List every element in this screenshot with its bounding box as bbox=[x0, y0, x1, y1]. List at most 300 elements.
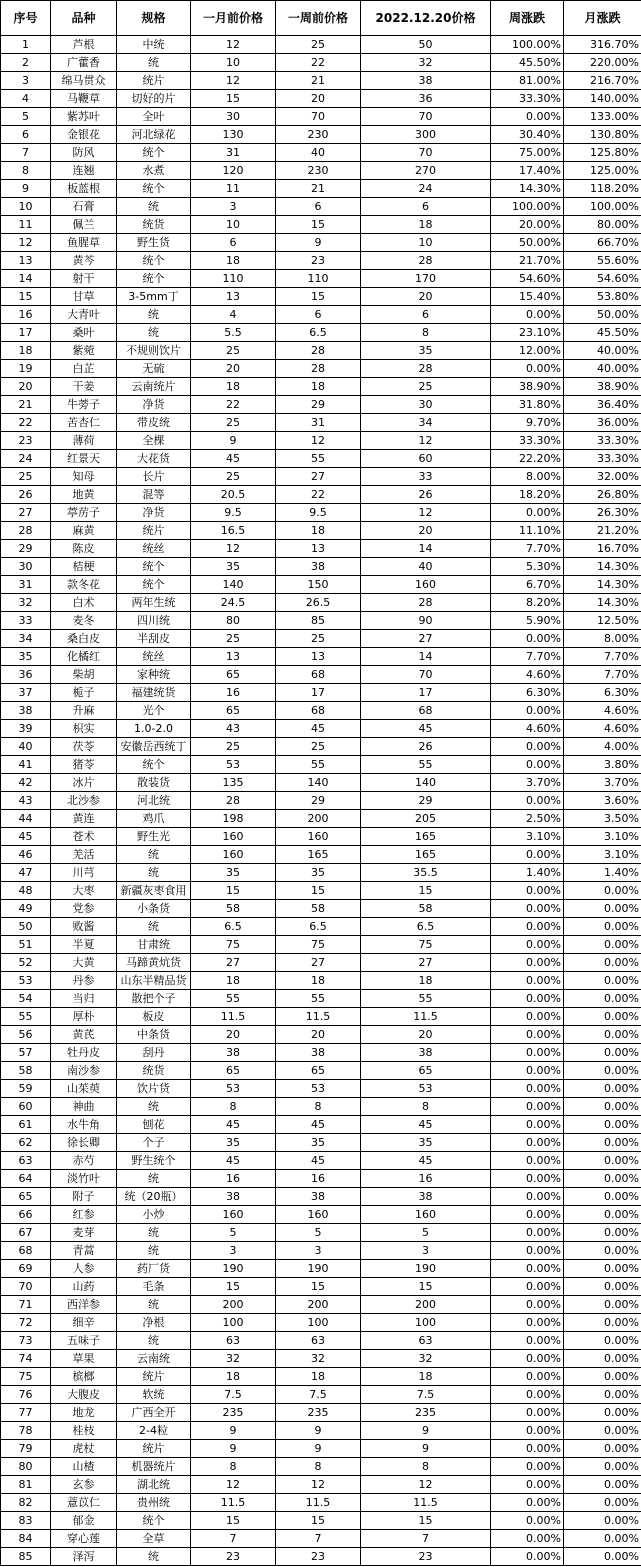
cell-price-current: 68 bbox=[361, 702, 491, 720]
cell-variety: 羌活 bbox=[51, 846, 117, 864]
cell-month-change: 54.60% bbox=[564, 270, 641, 288]
cell-week-change: 0.00% bbox=[491, 1350, 564, 1368]
cell-variety: 佩兰 bbox=[51, 216, 117, 234]
cell-price-current: 35 bbox=[361, 342, 491, 360]
cell-variety: 徐长卿 bbox=[51, 1134, 117, 1152]
cell-spec: 光个 bbox=[117, 702, 191, 720]
cell-price-current: 6 bbox=[361, 306, 491, 324]
cell-price-current: 63 bbox=[361, 1332, 491, 1350]
cell-price-month-ago: 45 bbox=[191, 1152, 276, 1170]
cell-variety: 升麻 bbox=[51, 702, 117, 720]
cell-price-month-ago: 7.5 bbox=[191, 1386, 276, 1404]
table-row bbox=[1, 1224, 641, 1242]
cell-index: 74 bbox=[1, 1350, 51, 1368]
cell-spec: 统个 bbox=[117, 252, 191, 270]
cell-price-current: 7 bbox=[361, 1530, 491, 1548]
cell-price-month-ago: 10 bbox=[191, 54, 276, 72]
cell-price-current: 12 bbox=[361, 504, 491, 522]
cell-spec: 中条货 bbox=[117, 1026, 191, 1044]
cell-index: 77 bbox=[1, 1404, 51, 1422]
cell-price-week-ago: 9.5 bbox=[276, 504, 361, 522]
cell-month-change: 14.30% bbox=[564, 576, 641, 594]
cell-month-change: 0.00% bbox=[564, 1368, 641, 1386]
cell-price-week-ago: 45 bbox=[276, 720, 361, 738]
table-row bbox=[1, 666, 641, 684]
cell-week-change: 0.00% bbox=[491, 1098, 564, 1116]
cell-price-week-ago: 9 bbox=[276, 1440, 361, 1458]
cell-spec: 净货 bbox=[117, 504, 191, 522]
table-row bbox=[1, 1530, 641, 1548]
cell-month-change: 4.60% bbox=[564, 720, 641, 738]
cell-spec: 统片 bbox=[117, 1368, 191, 1386]
cell-price-current: 17 bbox=[361, 684, 491, 702]
cell-price-week-ago: 45 bbox=[276, 1116, 361, 1134]
cell-price-current: 25 bbox=[361, 378, 491, 396]
cell-price-current: 26 bbox=[361, 738, 491, 756]
cell-spec: 统 bbox=[117, 918, 191, 936]
cell-index: 81 bbox=[1, 1476, 51, 1494]
cell-week-change: 6.30% bbox=[491, 684, 564, 702]
cell-month-change: 33.30% bbox=[564, 450, 641, 468]
cell-price-month-ago: 15 bbox=[191, 1512, 276, 1530]
cell-index: 79 bbox=[1, 1440, 51, 1458]
cell-variety: 地黄 bbox=[51, 486, 117, 504]
cell-month-change: 0.00% bbox=[564, 1242, 641, 1260]
cell-spec: 散把个子 bbox=[117, 990, 191, 1008]
cell-spec: 统个 bbox=[117, 270, 191, 288]
cell-price-current: 11.5 bbox=[361, 1494, 491, 1512]
cell-variety: 地龙 bbox=[51, 1404, 117, 1422]
cell-month-change: 0.00% bbox=[564, 1224, 641, 1242]
cell-week-change: 0.00% bbox=[491, 1314, 564, 1332]
cell-week-change: 45.50% bbox=[491, 54, 564, 72]
table-row bbox=[1, 306, 641, 324]
cell-week-change: 0.00% bbox=[491, 1188, 564, 1206]
cell-price-week-ago: 150 bbox=[276, 576, 361, 594]
cell-variety: 青蒿 bbox=[51, 1242, 117, 1260]
cell-week-change: 75.00% bbox=[491, 144, 564, 162]
cell-spec: 家种统 bbox=[117, 666, 191, 684]
cell-variety: 款冬花 bbox=[51, 576, 117, 594]
cell-price-month-ago: 58 bbox=[191, 900, 276, 918]
cell-price-week-ago: 23 bbox=[276, 1548, 361, 1566]
cell-variety: 知母 bbox=[51, 468, 117, 486]
cell-spec: 混等 bbox=[117, 486, 191, 504]
cell-spec: 全棵 bbox=[117, 432, 191, 450]
cell-week-change: 0.00% bbox=[491, 1530, 564, 1548]
cell-spec: 长片 bbox=[117, 468, 191, 486]
cell-price-month-ago: 9 bbox=[191, 432, 276, 450]
cell-price-week-ago: 15 bbox=[276, 1278, 361, 1296]
table-row bbox=[1, 54, 641, 72]
cell-price-current: 27 bbox=[361, 630, 491, 648]
table-row bbox=[1, 702, 641, 720]
table-row bbox=[1, 990, 641, 1008]
cell-spec: 不规则饮片 bbox=[117, 342, 191, 360]
cell-variety: 郁金 bbox=[51, 1512, 117, 1530]
cell-variety: 绵马贯众 bbox=[51, 72, 117, 90]
cell-index: 40 bbox=[1, 738, 51, 756]
cell-month-change: 0.00% bbox=[564, 1404, 641, 1422]
cell-price-week-ago: 31 bbox=[276, 414, 361, 432]
cell-price-current: 70 bbox=[361, 108, 491, 126]
cell-week-change: 0.00% bbox=[491, 900, 564, 918]
cell-spec: 2-4粒 bbox=[117, 1422, 191, 1440]
cell-month-change: 118.20% bbox=[564, 180, 641, 198]
cell-variety: 红参 bbox=[51, 1206, 117, 1224]
cell-month-change: 100.00% bbox=[564, 198, 641, 216]
cell-variety: 红景天 bbox=[51, 450, 117, 468]
cell-price-month-ago: 23 bbox=[191, 1548, 276, 1566]
cell-price-week-ago: 22 bbox=[276, 54, 361, 72]
cell-month-change: 0.00% bbox=[564, 1314, 641, 1332]
table-row bbox=[1, 342, 641, 360]
cell-price-week-ago: 13 bbox=[276, 540, 361, 558]
cell-price-month-ago: 5 bbox=[191, 1224, 276, 1242]
cell-index: 68 bbox=[1, 1242, 51, 1260]
cell-week-change: 0.00% bbox=[491, 1296, 564, 1314]
cell-month-change: 220.00% bbox=[564, 54, 641, 72]
cell-week-change: 23.10% bbox=[491, 324, 564, 342]
cell-index: 43 bbox=[1, 792, 51, 810]
cell-price-current: 15 bbox=[361, 1512, 491, 1530]
cell-month-change: 7.70% bbox=[564, 666, 641, 684]
cell-month-change: 0.00% bbox=[564, 1278, 641, 1296]
cell-variety: 桂枝 bbox=[51, 1422, 117, 1440]
table-row bbox=[1, 1026, 641, 1044]
cell-week-change: 0.00% bbox=[491, 1008, 564, 1026]
cell-index: 42 bbox=[1, 774, 51, 792]
table-row bbox=[1, 954, 641, 972]
table-row bbox=[1, 1296, 641, 1314]
cell-price-week-ago: 18 bbox=[276, 972, 361, 990]
table-row bbox=[1, 540, 641, 558]
cell-variety: 桑白皮 bbox=[51, 630, 117, 648]
cell-index: 3 bbox=[1, 72, 51, 90]
cell-price-month-ago: 63 bbox=[191, 1332, 276, 1350]
cell-index: 9 bbox=[1, 180, 51, 198]
cell-price-current: 36 bbox=[361, 90, 491, 108]
cell-variety: 泽泻 bbox=[51, 1548, 117, 1566]
cell-index: 38 bbox=[1, 702, 51, 720]
cell-index: 56 bbox=[1, 1026, 51, 1044]
cell-month-change: 14.30% bbox=[564, 594, 641, 612]
cell-price-current: 26 bbox=[361, 486, 491, 504]
cell-week-change: 18.20% bbox=[491, 486, 564, 504]
table-row bbox=[1, 144, 641, 162]
table-row bbox=[1, 684, 641, 702]
cell-price-current: 35 bbox=[361, 1134, 491, 1152]
table-row bbox=[1, 936, 641, 954]
table-row bbox=[1, 1188, 641, 1206]
cell-week-change: 0.00% bbox=[491, 1458, 564, 1476]
cell-price-current: 190 bbox=[361, 1260, 491, 1278]
table-row bbox=[1, 1494, 641, 1512]
cell-price-week-ago: 85 bbox=[276, 612, 361, 630]
cell-spec: 统个 bbox=[117, 1512, 191, 1530]
cell-price-week-ago: 55 bbox=[276, 756, 361, 774]
cell-index: 8 bbox=[1, 162, 51, 180]
cell-index: 61 bbox=[1, 1116, 51, 1134]
cell-price-week-ago: 7 bbox=[276, 1530, 361, 1548]
cell-price-current: 75 bbox=[361, 936, 491, 954]
cell-month-change: 0.00% bbox=[564, 1080, 641, 1098]
cell-spec: 统货 bbox=[117, 1062, 191, 1080]
table-row bbox=[1, 1044, 641, 1062]
cell-price-current: 29 bbox=[361, 792, 491, 810]
cell-month-change: 0.00% bbox=[564, 1530, 641, 1548]
cell-week-change: 14.30% bbox=[491, 180, 564, 198]
cell-week-change: 21.70% bbox=[491, 252, 564, 270]
table-row bbox=[1, 594, 641, 612]
cell-price-current: 50 bbox=[361, 36, 491, 54]
cell-price-current: 205 bbox=[361, 810, 491, 828]
cell-variety: 半夏 bbox=[51, 936, 117, 954]
cell-spec: 湖北统 bbox=[117, 1476, 191, 1494]
table-row bbox=[1, 612, 641, 630]
cell-price-week-ago: 18 bbox=[276, 522, 361, 540]
cell-price-month-ago: 110 bbox=[191, 270, 276, 288]
cell-month-change: 3.70% bbox=[564, 774, 641, 792]
cell-index: 60 bbox=[1, 1098, 51, 1116]
cell-price-current: 14 bbox=[361, 540, 491, 558]
cell-price-current: 45 bbox=[361, 1152, 491, 1170]
cell-week-change: 0.00% bbox=[491, 1152, 564, 1170]
cell-week-change: 0.00% bbox=[491, 1368, 564, 1386]
cell-price-week-ago: 9 bbox=[276, 1422, 361, 1440]
cell-price-week-ago: 17 bbox=[276, 684, 361, 702]
cell-price-week-ago: 28 bbox=[276, 342, 361, 360]
cell-index: 62 bbox=[1, 1134, 51, 1152]
cell-spec: 刨花 bbox=[117, 1116, 191, 1134]
cell-price-month-ago: 38 bbox=[191, 1188, 276, 1206]
cell-price-week-ago: 15 bbox=[276, 882, 361, 900]
cell-variety: 桑叶 bbox=[51, 324, 117, 342]
table-row bbox=[1, 972, 641, 990]
cell-month-change: 32.00% bbox=[564, 468, 641, 486]
cell-month-change: 6.30% bbox=[564, 684, 641, 702]
table-row bbox=[1, 198, 641, 216]
cell-variety: 玄参 bbox=[51, 1476, 117, 1494]
cell-price-current: 65 bbox=[361, 1062, 491, 1080]
cell-spec: 全叶 bbox=[117, 108, 191, 126]
cell-price-month-ago: 9 bbox=[191, 1440, 276, 1458]
cell-month-change: 0.00% bbox=[564, 972, 641, 990]
cell-week-change: 8.20% bbox=[491, 594, 564, 612]
cell-price-month-ago: 4 bbox=[191, 306, 276, 324]
cell-price-month-ago: 32 bbox=[191, 1350, 276, 1368]
cell-price-month-ago: 15 bbox=[191, 1278, 276, 1296]
cell-index: 66 bbox=[1, 1206, 51, 1224]
table-row bbox=[1, 1170, 641, 1188]
cell-price-week-ago: 40 bbox=[276, 144, 361, 162]
cell-price-month-ago: 140 bbox=[191, 576, 276, 594]
table-row bbox=[1, 1404, 641, 1422]
table-row bbox=[1, 846, 641, 864]
cell-price-month-ago: 8 bbox=[191, 1098, 276, 1116]
cell-index: 78 bbox=[1, 1422, 51, 1440]
cell-price-week-ago: 200 bbox=[276, 1296, 361, 1314]
cell-price-month-ago: 9 bbox=[191, 1422, 276, 1440]
cell-index: 49 bbox=[1, 900, 51, 918]
cell-month-change: 3.10% bbox=[564, 846, 641, 864]
cell-week-change: 0.00% bbox=[491, 1332, 564, 1350]
cell-month-change: 33.30% bbox=[564, 432, 641, 450]
cell-variety: 紫苏叶 bbox=[51, 108, 117, 126]
cell-variety: 陈皮 bbox=[51, 540, 117, 558]
table-row bbox=[1, 216, 641, 234]
cell-variety: 五味子 bbox=[51, 1332, 117, 1350]
cell-variety: 槟榔 bbox=[51, 1368, 117, 1386]
cell-index: 55 bbox=[1, 1008, 51, 1026]
cell-variety: 当归 bbox=[51, 990, 117, 1008]
cell-price-week-ago: 8 bbox=[276, 1458, 361, 1476]
cell-variety: 枳实 bbox=[51, 720, 117, 738]
table-row bbox=[1, 882, 641, 900]
cell-price-current: 70 bbox=[361, 666, 491, 684]
cell-month-change: 125.80% bbox=[564, 144, 641, 162]
cell-spec: 统丝 bbox=[117, 540, 191, 558]
cell-price-week-ago: 5 bbox=[276, 1224, 361, 1242]
cell-price-week-ago: 8 bbox=[276, 1098, 361, 1116]
cell-spec: 统 bbox=[117, 1170, 191, 1188]
cell-price-current: 200 bbox=[361, 1296, 491, 1314]
cell-month-change: 40.00% bbox=[564, 360, 641, 378]
cell-spec: 带皮统 bbox=[117, 414, 191, 432]
cell-price-current: 15 bbox=[361, 1278, 491, 1296]
cell-spec: 统个 bbox=[117, 558, 191, 576]
cell-month-change: 216.70% bbox=[564, 72, 641, 90]
cell-variety: 黄连 bbox=[51, 810, 117, 828]
cell-price-month-ago: 6 bbox=[191, 234, 276, 252]
cell-week-change: 0.00% bbox=[491, 1026, 564, 1044]
cell-month-change: 0.00% bbox=[564, 1332, 641, 1350]
cell-week-change: 0.00% bbox=[491, 990, 564, 1008]
cell-price-week-ago: 45 bbox=[276, 1152, 361, 1170]
cell-price-month-ago: 35 bbox=[191, 864, 276, 882]
cell-month-change: 16.70% bbox=[564, 540, 641, 558]
cell-price-current: 8 bbox=[361, 1458, 491, 1476]
cell-price-current: 28 bbox=[361, 252, 491, 270]
cell-variety: 桔梗 bbox=[51, 558, 117, 576]
cell-week-change: 0.00% bbox=[491, 1512, 564, 1530]
table-row bbox=[1, 450, 641, 468]
cell-spec: 统 bbox=[117, 1242, 191, 1260]
cell-month-change: 0.00% bbox=[564, 1062, 641, 1080]
cell-spec: 河北统 bbox=[117, 792, 191, 810]
table-row bbox=[1, 1548, 641, 1566]
cell-price-week-ago: 160 bbox=[276, 1206, 361, 1224]
cell-week-change: 7.70% bbox=[491, 540, 564, 558]
cell-spec: 统片 bbox=[117, 72, 191, 90]
table-row bbox=[1, 522, 641, 540]
cell-index: 13 bbox=[1, 252, 51, 270]
cell-index: 52 bbox=[1, 954, 51, 972]
cell-price-week-ago: 38 bbox=[276, 1044, 361, 1062]
cell-spec: 小炒 bbox=[117, 1206, 191, 1224]
cell-price-month-ago: 53 bbox=[191, 1080, 276, 1098]
cell-index: 17 bbox=[1, 324, 51, 342]
cell-month-change: 3.10% bbox=[564, 828, 641, 846]
cell-variety: 山楂 bbox=[51, 1458, 117, 1476]
cell-price-month-ago: 38 bbox=[191, 1044, 276, 1062]
cell-index: 31 bbox=[1, 576, 51, 594]
cell-price-current: 38 bbox=[361, 1044, 491, 1062]
cell-index: 46 bbox=[1, 846, 51, 864]
cell-month-change: 0.00% bbox=[564, 1098, 641, 1116]
cell-week-change: 0.00% bbox=[491, 1224, 564, 1242]
cell-week-change: 0.00% bbox=[491, 936, 564, 954]
cell-week-change: 0.00% bbox=[491, 504, 564, 522]
cell-month-change: 0.00% bbox=[564, 900, 641, 918]
cell-variety: 防风 bbox=[51, 144, 117, 162]
cell-month-change: 0.00% bbox=[564, 936, 641, 954]
cell-week-change: 9.70% bbox=[491, 414, 564, 432]
table-row bbox=[1, 1386, 641, 1404]
cell-price-month-ago: 13 bbox=[191, 648, 276, 666]
cell-variety: 冰片 bbox=[51, 774, 117, 792]
cell-price-month-ago: 100 bbox=[191, 1314, 276, 1332]
cell-spec: 软统 bbox=[117, 1386, 191, 1404]
cell-index: 50 bbox=[1, 918, 51, 936]
cell-week-change: 38.90% bbox=[491, 378, 564, 396]
cell-week-change: 0.00% bbox=[491, 1548, 564, 1566]
cell-price-current: 10 bbox=[361, 234, 491, 252]
table-row bbox=[1, 126, 641, 144]
cell-price-current: 16 bbox=[361, 1170, 491, 1188]
cell-price-week-ago: 23 bbox=[276, 252, 361, 270]
cell-price-week-ago: 6.5 bbox=[276, 918, 361, 936]
cell-price-month-ago: 20 bbox=[191, 360, 276, 378]
cell-variety: 紫菀 bbox=[51, 342, 117, 360]
cell-price-current: 9 bbox=[361, 1422, 491, 1440]
cell-index: 80 bbox=[1, 1458, 51, 1476]
cell-price-week-ago: 68 bbox=[276, 666, 361, 684]
table-row bbox=[1, 756, 641, 774]
cell-price-week-ago: 9 bbox=[276, 234, 361, 252]
cell-price-week-ago: 200 bbox=[276, 810, 361, 828]
cell-spec: 广西全开 bbox=[117, 1404, 191, 1422]
cell-spec: 1.0-2.0 bbox=[117, 720, 191, 738]
cell-spec: 统 bbox=[117, 846, 191, 864]
cell-price-month-ago: 160 bbox=[191, 1206, 276, 1224]
cell-week-change: 3.70% bbox=[491, 774, 564, 792]
cell-price-month-ago: 10 bbox=[191, 216, 276, 234]
cell-price-month-ago: 20.5 bbox=[191, 486, 276, 504]
cell-week-change: 5.30% bbox=[491, 558, 564, 576]
cell-price-month-ago: 20 bbox=[191, 1026, 276, 1044]
cell-month-change: 125.00% bbox=[564, 162, 641, 180]
cell-index: 25 bbox=[1, 468, 51, 486]
cell-week-change: 0.00% bbox=[491, 1260, 564, 1278]
cell-variety: 山药 bbox=[51, 1278, 117, 1296]
cell-month-change: 0.00% bbox=[564, 1386, 641, 1404]
cell-spec: 统 bbox=[117, 324, 191, 342]
table-row bbox=[1, 108, 641, 126]
cell-index: 22 bbox=[1, 414, 51, 432]
cell-index: 18 bbox=[1, 342, 51, 360]
cell-spec: 野生货 bbox=[117, 234, 191, 252]
cell-price-week-ago: 3 bbox=[276, 1242, 361, 1260]
cell-spec: 统货 bbox=[117, 216, 191, 234]
cell-spec: 四川统 bbox=[117, 612, 191, 630]
cell-month-change: 38.90% bbox=[564, 378, 641, 396]
cell-index: 19 bbox=[1, 360, 51, 378]
cell-price-current: 33 bbox=[361, 468, 491, 486]
cell-variety: 大枣 bbox=[51, 882, 117, 900]
cell-index: 10 bbox=[1, 198, 51, 216]
cell-variety: 穿心莲 bbox=[51, 1530, 117, 1548]
